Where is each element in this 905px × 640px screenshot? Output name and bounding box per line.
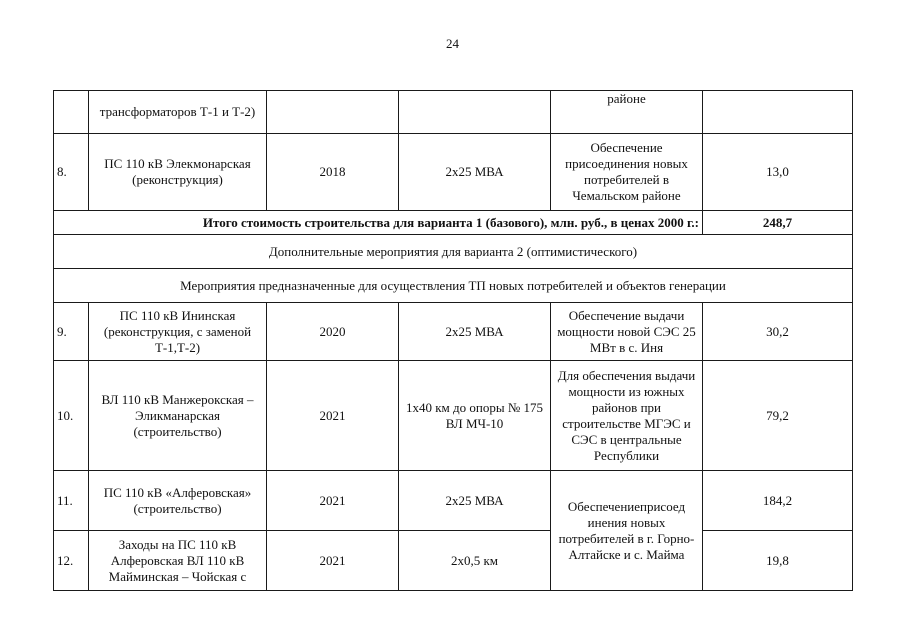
table-row-10 — [54, 361, 853, 471]
cell-name: ПС 110 кВ «Алферовская» (строительство) — [89, 471, 267, 531]
cell-year: 2021 — [267, 531, 399, 591]
cell-power: 2х0,5 км — [399, 531, 551, 591]
cell-cost: 184,2 — [703, 471, 853, 531]
section-heading-variant-2: Дополнительные мероприятия для варианта 2 (оптимистического) — [54, 235, 853, 269]
cell-power: 1х40 км до опоры № 175 ВЛ МЧ-10 — [399, 361, 551, 471]
cell-name: ВЛ 110 кВ Манжерокская – Эликманарская (строительство) — [89, 361, 267, 471]
cell-purpose: районе — [551, 91, 703, 134]
cell-power — [399, 91, 551, 134]
cell-num — [54, 91, 89, 134]
cell-year: 2020 — [267, 303, 399, 361]
cell-cost: 19,8 — [703, 531, 853, 591]
cell-num: 9. — [54, 303, 89, 361]
cell-name: ПС 110 кВ Элекмонарская (реконструкция) — [89, 134, 267, 211]
cell-power: 2х25 МВА — [399, 471, 551, 531]
cell-year — [267, 91, 399, 134]
cell-cost — [703, 91, 853, 134]
cell-purpose: Обеспечениеприсоед инения новых потребителей в г. Горно-Алтайске и с. Майма — [551, 471, 703, 591]
table-row-9 — [54, 303, 853, 361]
total-value: 248,7 — [703, 211, 853, 235]
table-row-section-2 — [54, 269, 853, 303]
cell-name: Заходы на ПС 110 кВ Алферовская ВЛ 110 кВ Майминская – Чойская с — [89, 531, 267, 591]
cell-num: 10. — [54, 361, 89, 471]
section-heading-tp-measures: Мероприятия предназначенные для осуществления ТП новых потребителей и объектов генерации — [54, 269, 853, 303]
cell-purpose: Обеспечение присоединения новых потребителей в Чемальском районе — [551, 134, 703, 211]
table-row-11 — [54, 471, 853, 531]
cell-name: трансформаторов Т-1 и Т-2) — [89, 91, 267, 134]
cell-year: 2021 — [267, 471, 399, 531]
table-row-12 — [54, 531, 853, 591]
table-row-8 — [54, 134, 853, 211]
cell-cost: 79,2 — [703, 361, 853, 471]
table-row-total — [54, 211, 853, 235]
cell-purpose: Обеспечение выдачи мощности новой СЭС 25 МВт в с. Иня — [551, 303, 703, 361]
cell-year: 2018 — [267, 134, 399, 211]
cell-num: 8. — [54, 134, 89, 211]
page-number: 24 — [446, 36, 459, 51]
total-label: Итого стоимость строительства для варианта 1 (базового), млн. руб., в ценах 2000 г.: — [54, 211, 703, 235]
cell-num: 12. — [54, 531, 89, 591]
cell-cost: 30,2 — [703, 303, 853, 361]
cell-name: ПС 110 кВ Ининская (реконструкция, с заменой Т-1,Т-2) — [89, 303, 267, 361]
measures-table — [53, 90, 853, 591]
cell-power: 2х25 МВА — [399, 134, 551, 211]
cell-cost: 13,0 — [703, 134, 853, 211]
cell-power: 2х25 МВА — [399, 303, 551, 361]
cell-num: 11. — [54, 471, 89, 531]
table-row-section-1 — [54, 235, 853, 269]
cell-purpose: Для обеспечения выдачи мощности из южных районов при строительстве МГЭС и СЭС в центральные Республики — [551, 361, 703, 471]
cell-year: 2021 — [267, 361, 399, 471]
table-row-continued — [54, 91, 853, 134]
